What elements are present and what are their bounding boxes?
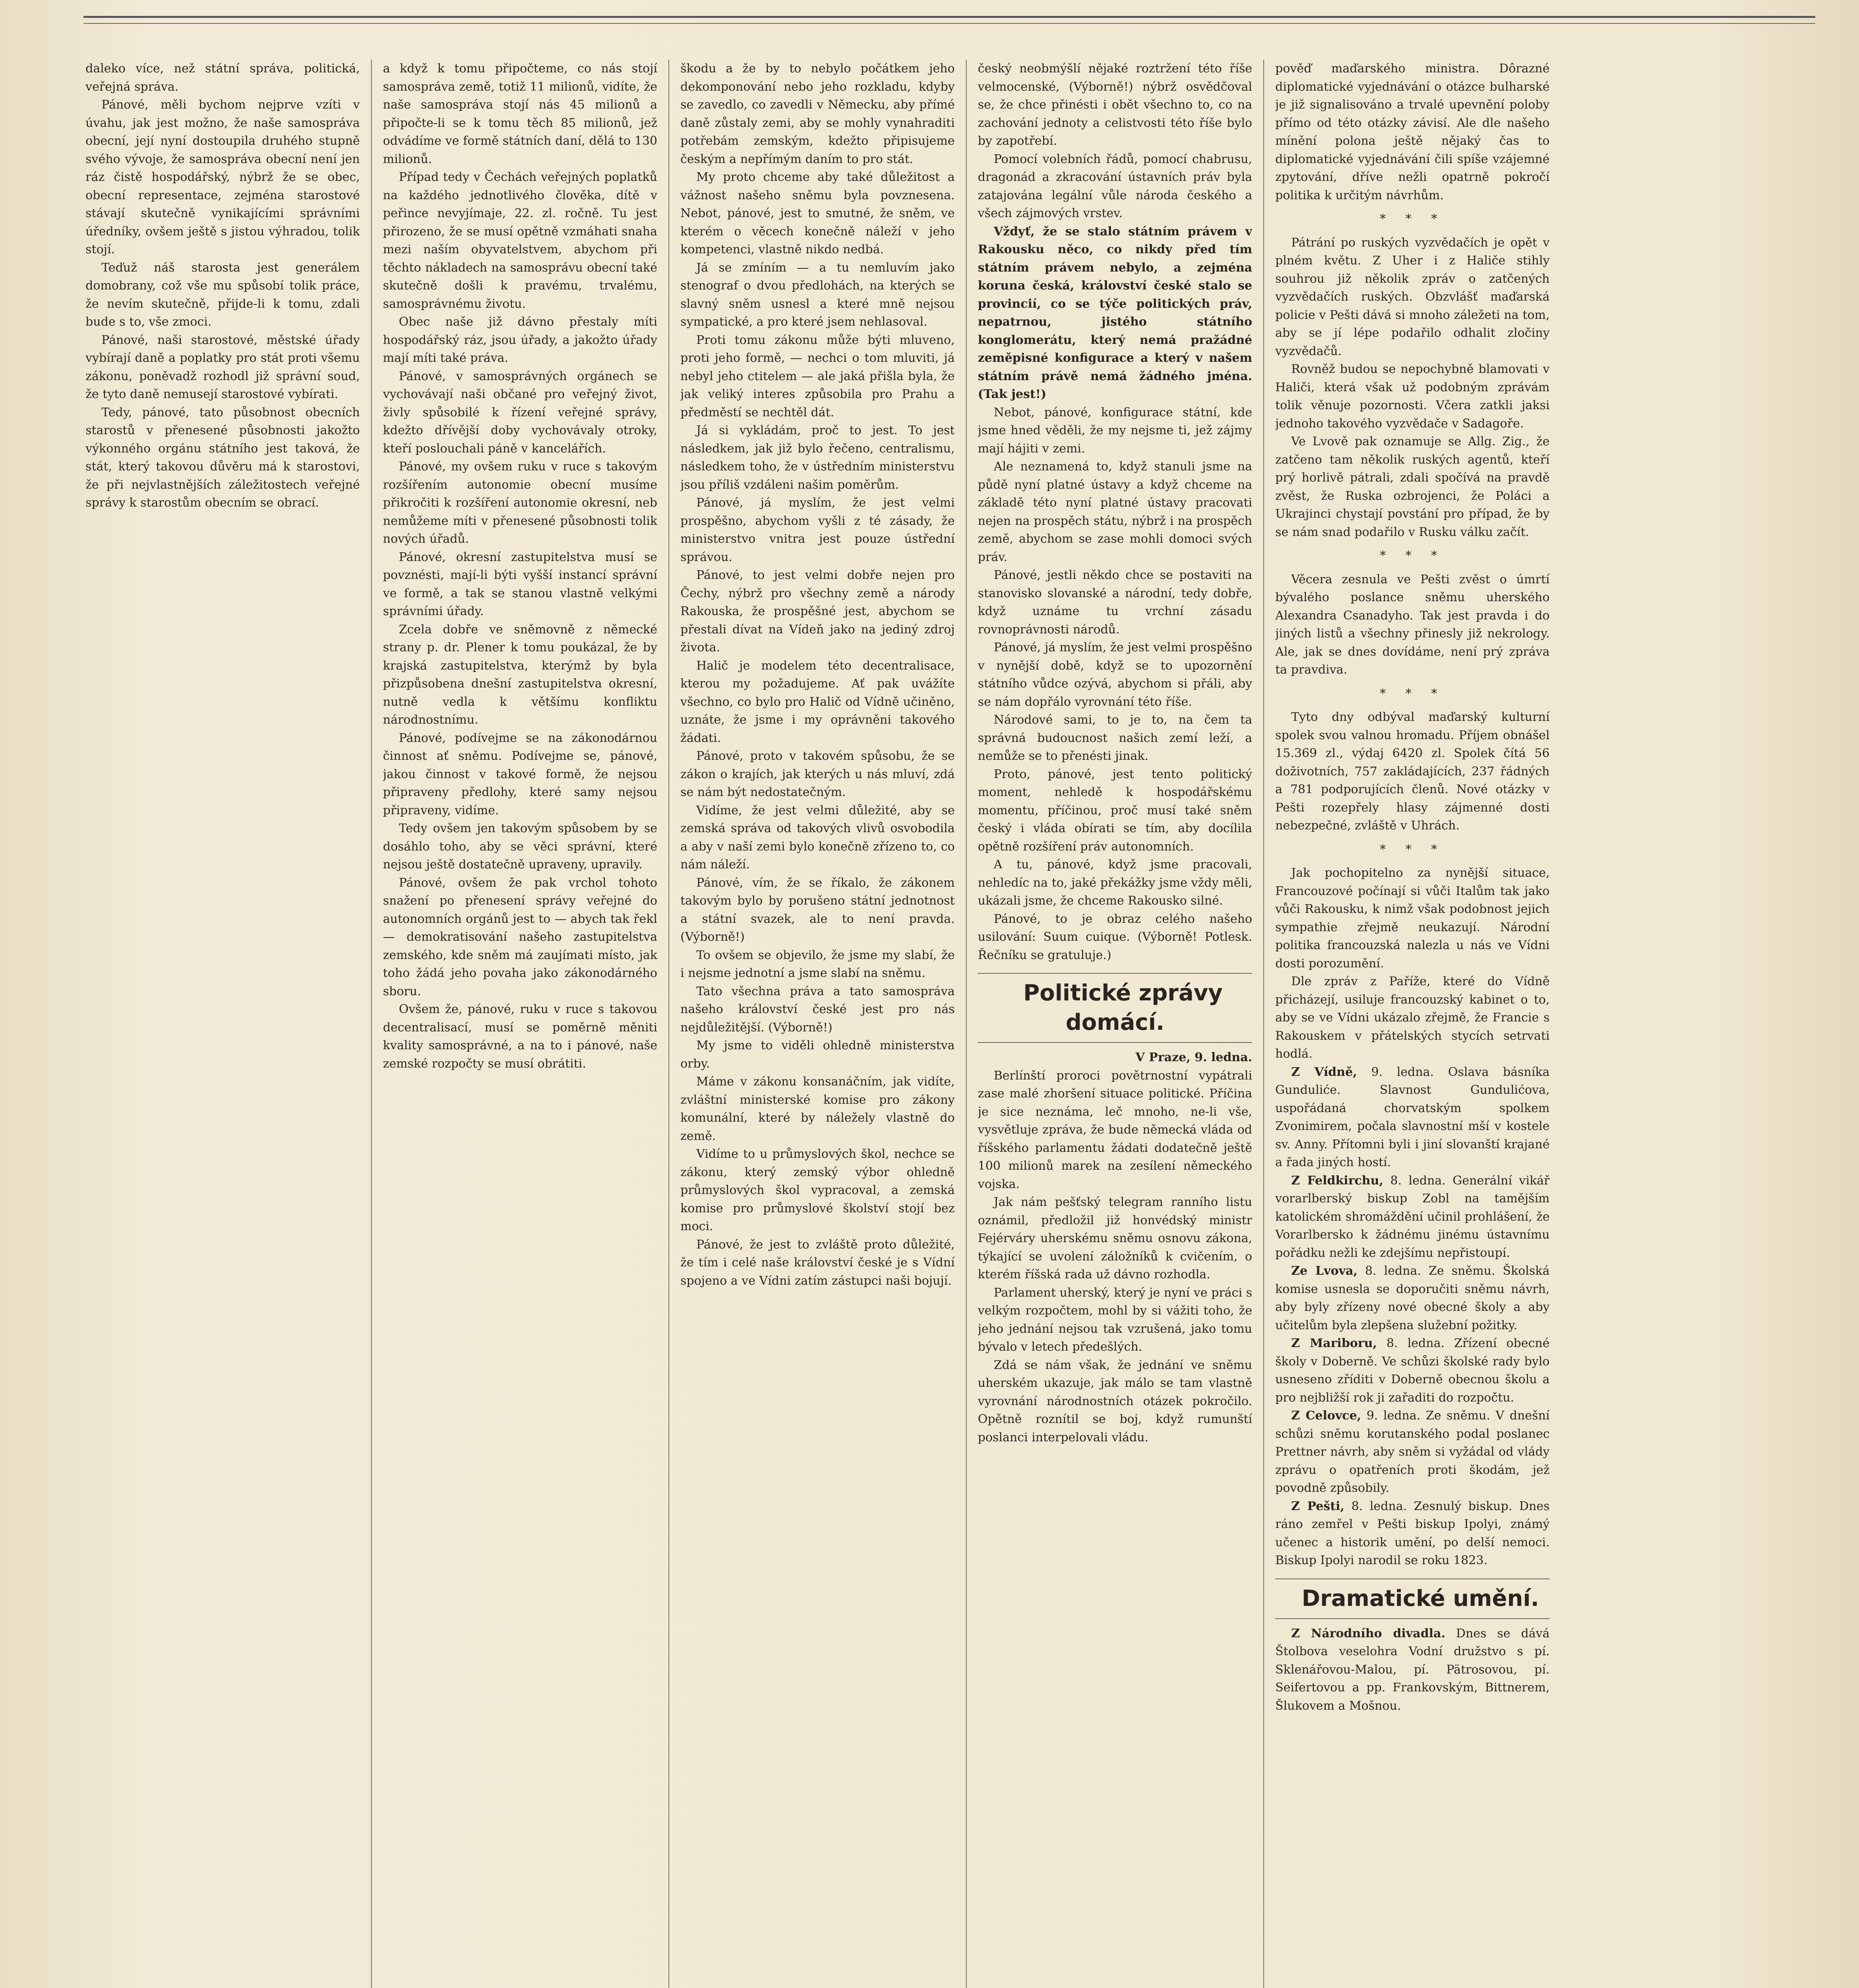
news-title: Z Feldkirchu, [1291, 1173, 1383, 1188]
col2-paragraph: Pánové, v samosprávných orgánech se vychovávají naši občané pro veřejný život, živly spůsobilé k řízení veřejné správy, kdežto dřívější doby vychovávaly otroky, kteří poslouchali páně v kancelářích. [383, 369, 657, 456]
col2-paragraph: a když k tomu připočteme, co nás stojí samospráva země, totiž 11 milionů, vidíte, že naše samospráva stojí nás 45 milionů a připočte-li se k tomu těch 85 milionů, jež odvádíme ve formě státních daní, dělá to 130 milionů. [383, 62, 657, 166]
column-rule [1263, 60, 1264, 1988]
col4-paragraph: Národové sami, to je to, na čem ta správná budoucnost našich zemí leží, a nemůže se to přenésti jinak. [978, 713, 1252, 763]
news-item [1275, 1407, 1550, 1497]
news-title: Z Vídně, [1291, 1065, 1357, 1079]
column-2 [383, 60, 657, 1988]
news-item [1275, 1063, 1550, 1172]
col3-paragraph: Pánové, vím, že se říkalo, že zákonem takovým bylo by porušeno státní jednotnost a státní svazek, ale to není pravda. (Výborně!) [680, 876, 955, 944]
separator-stars: * * * [1379, 549, 1445, 563]
col4-paragraph: Pánové, jestli někdo chce se postaviti na stanovisko slovanské a národní, tedy dobře, když uznáme tu vrchní zásadu rovnoprávnosti národů. [978, 568, 1252, 637]
column-5-inner [1275, 60, 1550, 1715]
col5-paragraph: Tyto dny odbýval maďarský kulturní spolek svou valnou hromadu. Příjem obnášel 15.369 zl., výdaj 6420 zl. Spolek čítá 56 doživotních, 757 zakládajících, 237 řádných a 781 podporujících členů. Nové otázky v Pešti rozepřely hlasy zájmenné dosti nebezpečné, zvláště v Uhrách. [1275, 710, 1550, 833]
col2-paragraph: Pánové, ovšem že pak vrchol tohoto snažení po přenesení správy veřejné do autonomních orgánů jest to — abych tak řekl — demokratisování našeho zastupitelstva zemského, kde sněm má zaujímati místo, jak toho žádá jeho povaha jako zákonodárného sboru. [383, 876, 657, 998]
col2-paragraph: Pánové, podívejme se na zákonodárnou činnost ať sněmu. Podívejme se, pánové, jakou činnost v takové formě, že nejsou připraveny předlohy, které samy nejsou připraveny, vidíme. [383, 731, 657, 817]
col3-paragraph: Pánové, já myslím, že jest velmi prospěšno, abychom vyšli z té zásady, že ministerstvo vnitra jest pouze ústřední správou. [680, 496, 955, 564]
col3-paragraph: Máme v zákonu konsanáčním, jak vidíte, zvláštní ministerské komise pro zákony komunální, které by náležely vlastně do země. [680, 1075, 955, 1143]
column-rule [966, 60, 967, 1988]
col2-paragraph: Tedy ovšem jen takovým spůsobem by se dosáhlo toho, aby se věci správní, které nejsou ještě dostatečně upraveny, upravily. [383, 821, 657, 872]
column-1 [85, 60, 360, 1988]
col3-paragraph: Halič je modelem této decentralisace, kterou my požadujeme. Ať pak uvážíte všechno, co bylo pro Halič od Vídně učiněno, uznáte, že jsme i my oprávněni takového žádati. [680, 658, 955, 745]
column-rule [371, 60, 372, 1988]
separator-stars: * * * [1379, 212, 1445, 226]
col5-paragraph: pověď maďarského ministra. Dôrazné diplomatické vyjednávání o otázce bulharské je již signalisováno a trvalé upevnění poloby přímo od této otázky závisí. Ale dle našeho mínění polona ještě nějaký čas to diplomatické vyjednávání čili spíše vzájemné zpytování, dříve nežli opatrně pokročí politika k určitým návrhům. [1275, 62, 1550, 202]
col3-paragraph: Proti tomu zákonu může býti mluveno, proti jeho formě, — nechci o tom mluviti, já nebyl jeho ctitelem — ale jaká přišla byla, že jak veliký interes způsobila pro Prahu a předměstí se nechtěl dát. [680, 333, 955, 419]
col4-paragraph: Pánové, to je obraz celého našeho usilování: Suum cuique. (Výborně! Potlesk. Řečníku se gratuluje.) [978, 912, 1252, 962]
theatre-heading-box [1275, 1578, 1550, 1619]
news-item [1275, 1172, 1550, 1262]
col3-paragraph: Vidíme to u průmyslových škol, nechce se zákonu, který zemský výbor ohledně průmyslových škol vypracoval, a zemská komise pro průmyslové školství stojí bez moci. [680, 1147, 955, 1233]
news-text: Zřízení obecné školy v Doberně. Ve schůzi školské rady bylo usneseno zříditi v Doberně obecnou školu a pro nejbližší rok ji zařaditi do rozpočtu. [1275, 1336, 1550, 1405]
section-heading-box [978, 973, 1252, 1043]
top-rule-thin [84, 23, 1815, 24]
col5-paragraph: Pátrání po ruských vyzvědačích je opět v plném květu. Z Uher i z Haliče stihly souhrou již několik zpráv o zatčených vyzvědačích ruských. Obzvlášť maďarská policie v Pešti dává si mnoho záležeti na tom, aby se jí lépe podařilo odhalit zločiny vyzvědačů. [1275, 235, 1550, 358]
col5-paragraph: Rovněž budou se nepochybně blamovati v Haliči, která však už podobným zprávám tolik věnuje pozornosti. Včera zatkli jaksi jednoho takového vyzvědače v Sadagoře. [1275, 362, 1550, 431]
section-paragraph: Jak nám pešťský telegram ranního listu oznámil, předložil již honvédský ministr Fejérváry uherskému sněmu osnovu zákona, týkající se uvolení záložníků k cvičením, o kterém říšská rada už dávno rozhodla. [978, 1195, 1252, 1281]
column-4 [978, 60, 1252, 1988]
col1-paragraph: Tedy, pánové, tato působnost obecních starostů v přenesené působnosti jakožto výkonného orgánu státního jest taková, že stát, který takovou důvěru má k starostovi, že při nejvlastnějších záležitostech veřejné správy k starostům obecním se obrací. [85, 405, 360, 510]
col2-paragraph: Zcela dobře ve sněmovně z německé strany p. dr. Plener k tomu poukázal, že by krajská zastupitelstva, kterýmž by byla přizpůsobena dnešní zastupitelstva okresní, nutně vedla k většímu konfliktu národnostnímu. [383, 622, 657, 727]
news-text: Ze sněmu. V dnešní schůzi sněmu korutanského podal poslanec Prettner návrh, aby sněm si vyžádal od vlády zprávu o opatřeních proti škodám, jež povodně způsobily. [1275, 1409, 1550, 1495]
col1-paragraph: Pánové, naši starostové, městské úřady vybírají daně a poplatky pro stát proti všemu zákonu, poněvadž rozhodl již správní soud, že tyto daně nemusejí starostové vybírati. [85, 333, 360, 401]
col4-paragraph: A tu, pánové, když jsme pracovali, nehledíc na to, jaké překážky jsme vždy měli, ukázali jsme, že chceme Rakousko silné. [978, 858, 1252, 908]
news-date: 9. ledna. [1366, 1409, 1421, 1423]
column-5 [1275, 60, 1859, 1988]
col4-paragraph: Ale neznamená to, když stanuli jsme na půdě nyní platné ústavy a když chceme na základě této nyní platné ústavy pracovati nejen na prospěch státu, nýbrž i na prospěch země, abychom se zase mohli domoci svých práv. [978, 460, 1252, 564]
top-rule [84, 16, 1815, 18]
news-date: 9. ledna. [1371, 1065, 1434, 1079]
col4-paragraph: Nebot, pánové, konfigurace státní, kde jsme hned věděli, že my nejsme ti, jež zájmy mají hájiti v zemi. [978, 405, 1252, 456]
col3-paragraph: Já si vykládám, proč to jest. To jest následkem, jak již bylo řečeno, centralismu, následkem toho, že v ústředním ministerstvu jsou příliš vzdáleni našim poměrům. [680, 423, 955, 492]
section-paragraph: Zdá se nám však, že jednání ve sněmu uherském ukazuje, jak málo se tam vlastně vyrovnání národnostních otázek pokročilo. Opětně roznítil se boj, když rumunští poslanci interpelovali vládu. [978, 1358, 1252, 1444]
news-text: Oslava básníka Gunduliće. Slavnost Gundulićova, uspořádaná chorvatským spolkem Zvonimirem, počala slavnostní mší v kostele sv. Anny. Přítomni byli i jiní slovanští krajané a řada jiných hostí. [1275, 1065, 1550, 1169]
separator-stars: * * * [1379, 842, 1445, 856]
columns [85, 60, 1811, 1988]
news-item [1275, 1497, 1550, 1570]
col1-opening: daleko více, než státní správa, politická, veřejná správa. [85, 62, 360, 94]
col5-paragraph: Dle zpráv z Paříže, které do Vídně přicházejí, usiluje francouzský kabinet o to, aby se ve Vídni ukázalo zřejmě, že Francie s Rakouskem v přátelských stycích setrvati hodlá. [1275, 975, 1550, 1061]
col3-paragraph: Pánové, proto v takovém spůsobu, že se zákon o krajích, jak kterých u nás mluví, zdá se nám být nedostatečným. [680, 749, 955, 799]
col2-paragraph: Pánové, my ovšem ruku v ruce s takovým rozšířením autonomie obecní musíme přikročiti k rozšíření autonomie okresní, neb nemůžeme míti v přenesené působnosti tolik nových úřadů. [383, 460, 657, 546]
theatre-text: Dnes se dává Štolbova veselohra Vodní družstvo s pí. Sklenářovou-Malou, pí. Pätrosovou, pí. Seifertovou a pp. Frankovským, Bittnerem, Šlukovem a Mošnou. [1275, 1626, 1550, 1713]
col2-paragraph: Obec naše již dávno přestaly míti hospodářský ráz, jsou úřady, a jakožto úřady mají míti také práva. [383, 315, 657, 365]
col3-paragraph: škodu a že by to nebylo počátkem jeho dekomponování nebo jeho rozkladu, kdyby se zavedlo, co zavedli v Německu, aby přímé daně zůstaly zemi, aby se mohly vynahraditi potřebám zemským, kdežto připisujeme českým a nepřímým daním to pro stát. [680, 62, 955, 166]
theatre-item [1275, 1625, 1550, 1715]
col4-paragraph: Proto, pánové, jest tento politický moment, nehledě k hospodářskému momentu, příčinou, proč musí také sněm český i vláda obírati se tím, aby docílila opětně rozšíření práv autonomních. [978, 767, 1252, 854]
col3-paragraph: Tato všechna práva a tato samospráva našeho království české jest pro nás nejdůležitější. (Výborně!) [680, 984, 955, 1035]
col2-paragraph: Pánové, okresní zastupitelstva musí se povznésti, mají-li býti vyšší instancí správní ve formě, a tak se stanou vlastně velkými správními úřady. [383, 550, 657, 618]
theatre-title: Z Národního divadla. [1291, 1626, 1445, 1640]
col3-paragraph: Pánové, že jest to zvláště proto důležité, že tím i celé naše království české je s Vídní spojeno a ve Vídni zatím zástupci naši bojují. [680, 1237, 955, 1288]
section-heading: Politické zprávy domácí. [1023, 980, 1223, 1035]
col4-paragraph: český neobmýšlí nějaké roztržení této říše velmocenské, (Výborně!) nýbrž osvědčoval se, že chce přinésti i obět všechno to, co na zachování jednoty a celistvosti této říše bylo by zapotřebí. [978, 62, 1252, 148]
section-paragraph: Berlínští proroci povětrnostní vypátrali zase malé zhoršení situace politické. Příčina je sice neznáma, leč mnoho, ne-li vše, vysvětluje zpráva, že bude německá vláda od říšského parlamentu žádati dodatečně ještě 100 milionů marek na zesílení německého vojska. [978, 1068, 1252, 1191]
col3-paragraph: Vidíme, že jest velmi důležité, aby se zemská správa od takových vlivů osvobodila a aby v naší zemi bylo konečně zřízeno to, co nám náleží. [680, 803, 955, 872]
col2-paragraph: Případ tedy v Čechách veřejných poplatků na každého jednotlivého člověka, dítě v peřince nevyjímaje, 22. zl. ročně. Tu jest přirozeno, že se musí opětně vzmáhati snaha mezi naším obyvatelstvem, abychom při těchto nákladech na samosprávu obecní také skutečně došli k pravému, trvalému, samosprávnému životu. [383, 170, 657, 311]
news-title: Z Mariboru, [1291, 1336, 1377, 1350]
column-3 [680, 60, 955, 1988]
col5-paragraph: Věcera zesnula ve Pešti zvěst o úmrtí bývalého poslance sněmu uherského Alexandra Csanadyho. Tak jest pravda i do jiných listů a všechny přinesly již nekrology. Ale, jak se dnes dovídáme, není prý zpráva ta pravdiva. [1275, 572, 1550, 677]
col1-paragraph: Pánové, měli bychom nejprve vzíti v úvahu, jak jest možno, že naše samospráva obecní, její nyní dostoupila druhého stupně svého vývoje, že samospráva obecní není jen ráz čistě hospodářský, nýbrž že se obec, obecní representace, zejména starostové stávají skutečně vynikajícími správními úředníky, ovšem ještě s jistou výhradou, tolik stojí. [85, 98, 360, 256]
col3-paragraph: To ovšem se objevilo, že jsme my slabí, že i nejsme jednotní a jsme slabí na sněmu. [680, 948, 955, 980]
news-text: Generální vikář vorarlberský biskup Zobl na tamějším katolickém shromáždění učinil prohlášení, že Vorarlbersko k žádnému jinému ústavnímu pořádku nežli ke zdejšímu nepřistoupí. [1275, 1173, 1550, 1260]
news-date: 8. ledna. [1390, 1173, 1446, 1188]
col4-paragraph: Pomocí volebních řádů, pomocí chabrusu, dragonád a zkracování ústavních práv byla zatajována legální vůle národa českého a všech zájmových vrstev. [978, 152, 1252, 220]
section-paragraph: Parlament uherský, který je nyní ve práci s velkým rozpočtem, mohl by si vážiti toho, že jeho jednání nejsou tak vzrušená, jako tomu bývalo v letech předešlých. [978, 1285, 1252, 1354]
news-title: Z Pešti, [1291, 1499, 1344, 1513]
news-date: 8. ledna. [1386, 1336, 1445, 1350]
news-text: Ze sněmu. Školská komise usnesla se doporučiti sněmu návrh, aby byly zřízeny nové obecné školy a aby učitelům byla zlepšena služební požitky. [1275, 1264, 1550, 1332]
news-text: Zesnulý biskup. Dnes ráno zemřel v Pešti biskup Ipolyi, známý učenec a historik umění, po delší nemoci. Biskup Ipolyi narodil se roku 1823. [1275, 1499, 1550, 1567]
col1-paragraph: Teďuž náš starosta jest generálem domobrany, což vše mu spůsobí tolik práce, že nevím skutečně, přijde-li k tomu, zdali bude s to, vše zmoci. [85, 260, 360, 329]
separator-stars: * * * [1379, 686, 1445, 701]
news-item [1275, 1262, 1550, 1334]
column-rule [668, 60, 669, 1988]
col2-paragraph: Ovšem že, pánové, ruku v ruce s takovou decentralisací, musí se poměrně měniti kvality samosprávné, a na to i pánové, naše zemské rozpočty se musí obrátiti. [383, 1002, 657, 1071]
col5-paragraph: Ve Lvově pak oznamuje se Allg. Zig., že zatčeno tam několik ruských agentů, kteří prý horlivě pátrali, zdali spočívá na pravdě zvěst, že Ruska ozbrojenci, že Poláci a Ukrajinci chystají povstání pro případ, že by se nám snad podařilo v Rusku válku začít. [1275, 435, 1550, 539]
col3-paragraph: My proto chceme aby také důležitost a vážnost našeho sněmu byla povznesena. Nebot, pánové, jest to smutné, že sněm, ve kterém o věcech konečně náleží v jeho kompetenci, vlastně nikdo nedbá. [680, 170, 955, 256]
news-date: 8. ledna. [1365, 1264, 1421, 1278]
col3-paragraph: Já se zmíním — a tu nemluvím jako stenograf o dvou předlohách, na kterých se slavný sněm usnesl a které mně nejsou sympatické, a pro které jsem nehlasoval. [680, 260, 955, 329]
news-date: 8. ledna. [1351, 1499, 1407, 1513]
col4-paragraph: Pánové, já myslím, že jest velmi prospěšno v nynější době, když se to upozornění státního vůdce ozývá, abychom si přáli, aby se nám dopřálo vyrovnání této říše. [978, 641, 1252, 709]
dateline: V Praze, 9. ledna. [1135, 1050, 1252, 1064]
col4-bold-paragraph: Vždyť, že se stalo státním právem v Rakousku něco, co nikdy před tím státním právem nebylo, a zejména koruna česká, království české stalo se provincií, co se týče politických práv, nepatrnou, jistého státního konglomerátu, který nemá pražádné zeměpisné konfigurace a který v našem státním právě nemá žádného jména. (Tak jest!) [978, 224, 1252, 401]
theatre-heading: Dramatické umění. [1301, 1585, 1539, 1611]
col3-paragraph: Pánové, to jest velmi dobře nejen pro Čechy, nýbrž pro všechny země a národy Rakouska, že prospěšné jest, abychom se přestali dívat na Vídeň jako na jediný zdroj života. [680, 568, 955, 654]
col5-paragraph: Jak pochopitelno za nynější situace, Francouzové počínají si vůči Italům tak jako vůči Rakousku, k nimž však podobnost jejich sympathie zřejmě neukazují. Národní politika francouzská nalezla u nás ve Vídni dosti porozumění. [1275, 866, 1550, 971]
news-title: Ze Lvova, [1291, 1264, 1358, 1278]
col3-paragraph: My jsme to viděli ohledně ministerstva orby. [680, 1039, 955, 1071]
news-title: Z Celovce, [1291, 1409, 1361, 1423]
news-item [1275, 1334, 1550, 1407]
